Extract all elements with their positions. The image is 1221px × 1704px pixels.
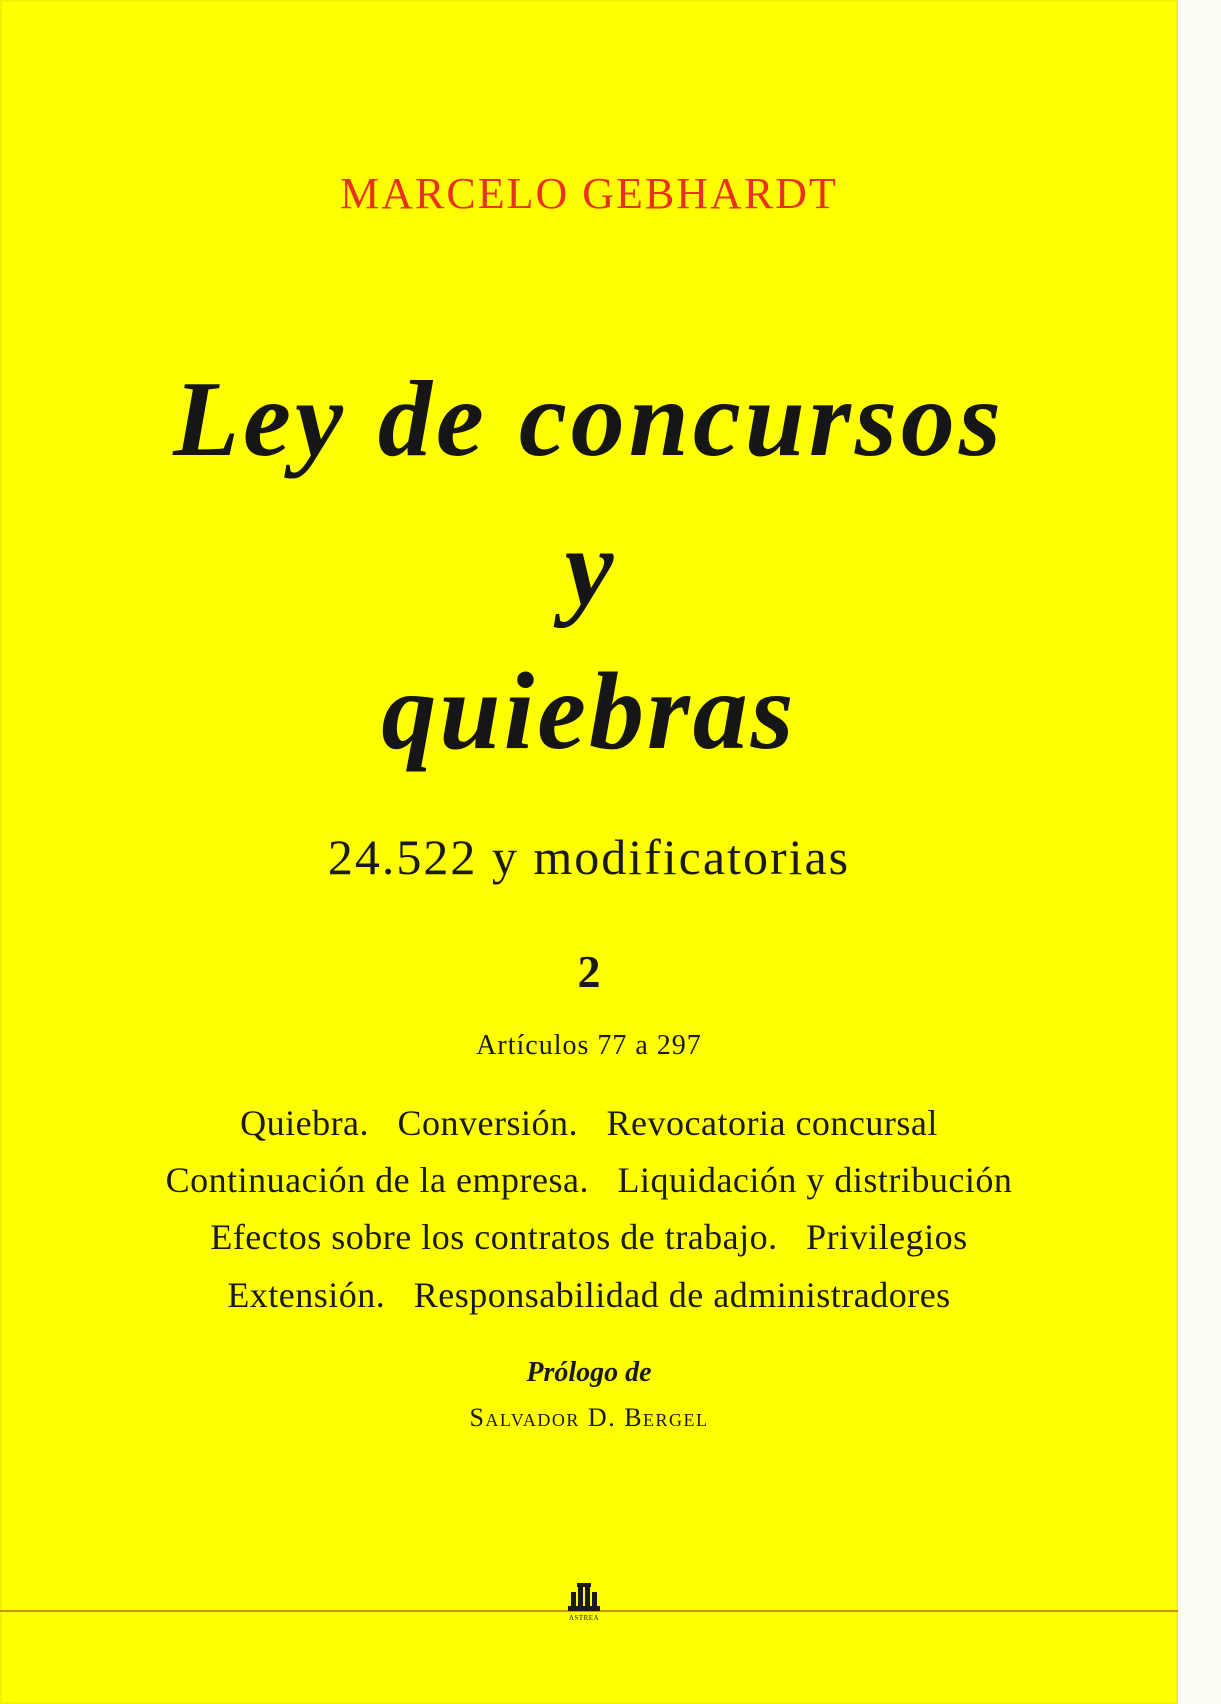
volume-number: 2: [577, 946, 601, 997]
page-margin: [1178, 0, 1221, 1704]
author-name: MARCELO GEBHARDT: [340, 169, 838, 218]
publisher-name: ASTREA: [568, 1614, 600, 1622]
title-line-1: Ley de concursos: [173, 360, 1005, 479]
subtitle: 24.522 y modificatorias: [327, 829, 851, 885]
topic-line-1: Quiebra. Conversión. Revocatoria concursal: [240, 1103, 938, 1143]
prologue-author: Salvador D. Bergel: [469, 1403, 709, 1432]
topic-line-3: Efectos sobre los contratos de trabajo. Privilegios: [210, 1217, 968, 1257]
topic-line-2: Continuación de la empresa. Liquidación y distribución: [165, 1160, 1013, 1200]
astrea-building-icon: [567, 1582, 601, 1612]
title-line-3: quiebras: [381, 650, 797, 772]
title-line-2: y: [564, 506, 614, 628]
articles-range: Artículos 77 a 297: [476, 1030, 702, 1061]
topic-line-4: Extensión. Responsabilidad de administradores: [227, 1275, 951, 1315]
prologue-label: Prólogo de: [526, 1357, 652, 1388]
